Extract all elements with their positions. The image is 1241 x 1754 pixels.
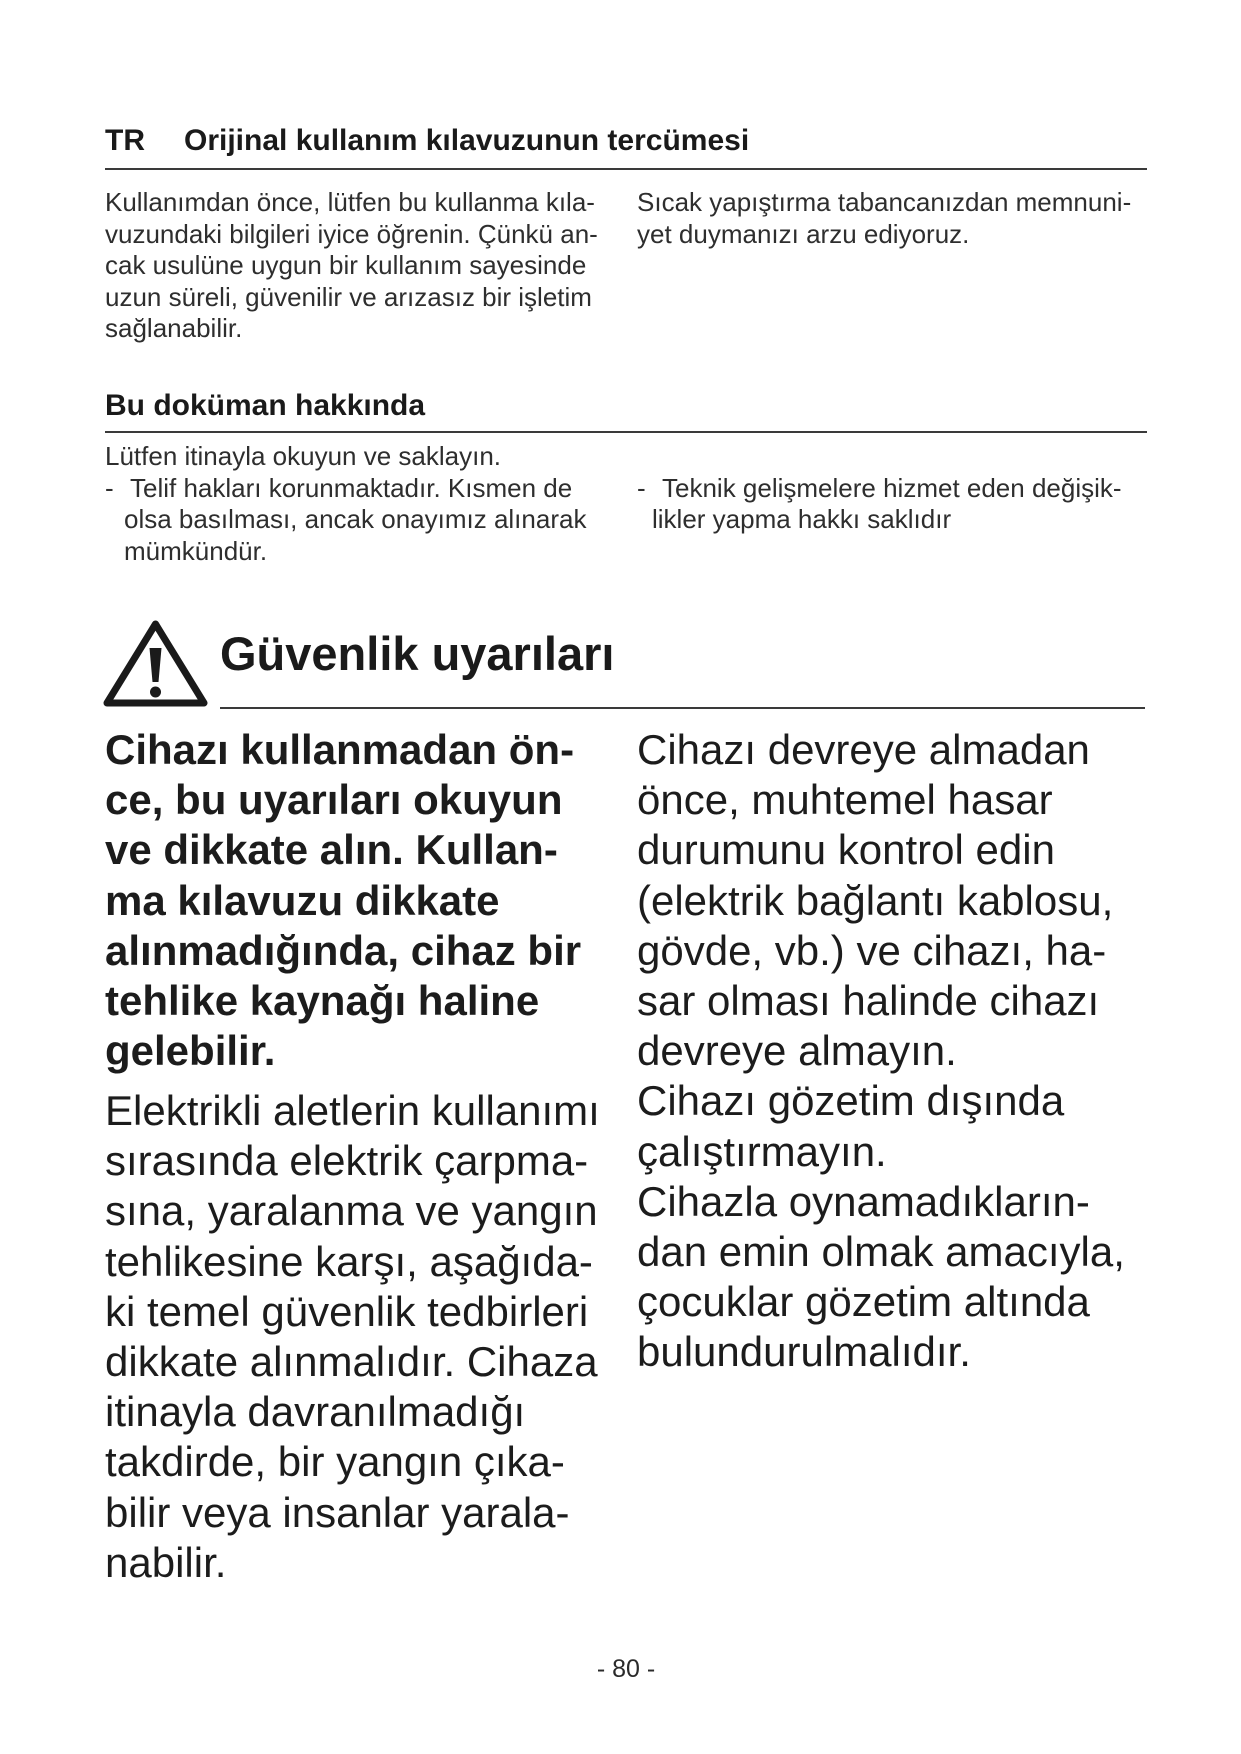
safety-text-line: alınmadığında, cihaz bir: [105, 926, 582, 974]
safety-text-line: devreye almayın.: [637, 1027, 957, 1075]
safety-text-line: tehlikesine karşı, aşağıda-: [105, 1237, 593, 1285]
about-left-column: [105, 441, 586, 567]
list-item-text: Telif hakları korunmaktadır. Kısmen de: [130, 472, 573, 503]
safety-text-line: sırasında elektrik çarpma-: [105, 1137, 589, 1185]
intro-left-column: [105, 187, 598, 345]
list-item-technical-changes: [637, 473, 1122, 536]
list-item-first-line: [105, 473, 586, 505]
about-intro-text: Lütfen itinayla okuyun ve saklayın.: [105, 441, 502, 471]
about-divider: [105, 431, 1147, 433]
list-bullet: -: [637, 472, 646, 503]
about-right-column: [637, 473, 1122, 536]
safety-text-line: Cihazla oynamadıkların-: [637, 1177, 1090, 1225]
safety-text-line: tehlike kaynağı haline: [105, 977, 540, 1025]
safety-text-line: Cihazı gözetim dışında: [637, 1077, 1065, 1125]
safety-text-line: dan emin olmak amacıyla,: [637, 1228, 1125, 1276]
intro-text-line: sağlanabilir.: [105, 313, 243, 343]
safety-text-line: önce, muhtemel hasar: [637, 776, 1053, 824]
warning-triangle-icon: [102, 618, 209, 709]
safety-text-line: çocuklar gözetim altında: [637, 1278, 1090, 1326]
safety-text-line: Cihazı devreye almadan: [637, 726, 1090, 773]
list-item-copyright: [105, 473, 586, 568]
list-item-text: mümkündür.: [124, 535, 268, 566]
safety-text-line: nabilir.: [105, 1538, 227, 1586]
safety-divider: [220, 707, 1145, 709]
safety-text-line: dikkate alınmalıdır. Cihaza: [105, 1338, 598, 1386]
safety-text-line: ma kılavuzu dikkate: [105, 876, 500, 924]
list-item-text: olsa basılması, ancak onayımız alınarak: [124, 504, 587, 534]
safety-left-regular-paragraph: [105, 1086, 600, 1588]
intro-text-line: uzun süreli, güvenilir ve arızasız bir işletim: [105, 281, 592, 312]
safety-text-line: (elektrik bağlantı kablosu,: [637, 876, 1114, 924]
safety-text-line: ce, bu uyarıları okuyun: [105, 776, 563, 824]
safety-text-line: gövde, vb.) ve cihazı, ha-: [637, 926, 1107, 974]
safety-text-line: durumunu kontrol edin: [637, 826, 1055, 874]
list-bullet: -: [105, 472, 114, 503]
language-code: TR: [105, 124, 145, 157]
list-item-text: likler yapma hakkı saklıdır: [652, 504, 952, 534]
intro-right-column: [637, 187, 1131, 250]
safety-right-paragraph: [637, 725, 1125, 1378]
about-heading: Bu doküman hakkında: [105, 389, 426, 422]
safety-text-line: sına, yaralanma ve yangın: [105, 1187, 598, 1235]
intro-text-line: vuzundaki bilgileri iyice öğrenin. Çünkü an-: [105, 218, 598, 249]
document-title: Orijinal kullanım kılavuzunun tercümesi: [184, 124, 750, 157]
document-header: [105, 123, 749, 159]
safety-text-line: bilir veya insanlar yarala-: [105, 1488, 570, 1536]
safety-text-line: ve dikkate alın. Kullan-: [105, 826, 558, 874]
safety-text-line: itinayla davranılmadığı: [105, 1388, 526, 1436]
intro-text-line: Sıcak yapıştırma tabancanızdan memnuni-: [637, 187, 1132, 217]
safety-text-line: takdirde, bir yangın çıka-: [105, 1438, 565, 1486]
list-item-text: Teknik gelişmelere hizmet eden değişik-: [662, 472, 1122, 503]
safety-text-line: sar olması halinde cihazı: [637, 977, 1100, 1025]
page-number: - 80 -: [596, 1655, 656, 1683]
safety-text-line: gelebilir.: [105, 1027, 276, 1075]
safety-heading: Güvenlik uyarıları: [220, 627, 615, 680]
safety-left-bold-paragraph: [105, 725, 581, 1076]
safety-text-line: Elektrikli aletlerin kullanımı: [105, 1087, 600, 1134]
safety-text-line: ki temel güvenlik tedbirleri: [105, 1287, 589, 1335]
safety-text-line: Cihazı kullanmadan ön-: [105, 726, 575, 773]
safety-text-line: bulundurulmalıdır.: [637, 1328, 971, 1376]
intro-text-line: Kullanımdan önce, lütfen bu kullanma kıla-: [105, 187, 595, 217]
safety-text-line: çalıştırmayın.: [637, 1127, 887, 1175]
intro-text-line: cak usulüne uygun bir kullanım sayesinde: [105, 250, 587, 280]
header-divider: [105, 168, 1147, 170]
list-item-first-line: [637, 473, 1122, 505]
intro-text-line: yet duymanızı arzu ediyoruz.: [637, 218, 970, 249]
